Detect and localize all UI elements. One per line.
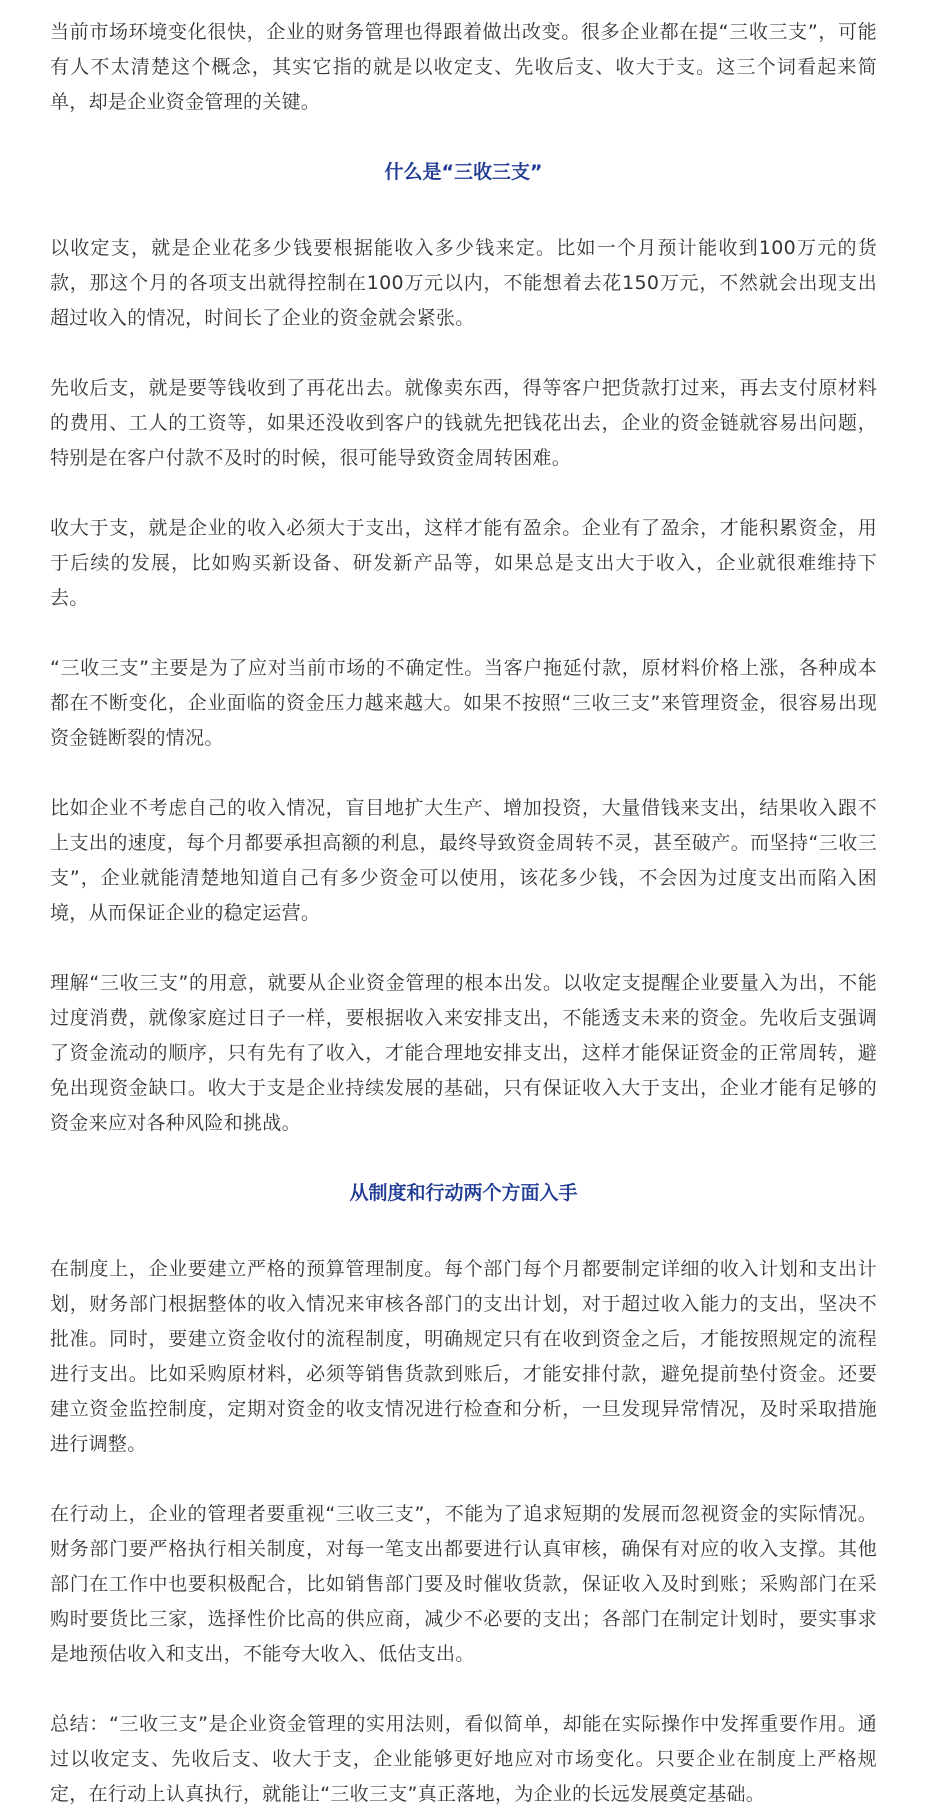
- paragraph-system: 在制度上，企业要建立严格的预算管理制度。每个部门每个月都要制定详细的收入计划和支出计划，财务部门根据整体的收入情况来审核各部门的支出计划，对于超过收入能力的支出，坚决不批准。同时，要建立资金收付的流程制度，明确规定只有在收到资金之后，才能按照规定的流程进行支出。比如采购原材料，必须等销售货款到账后，才能安排付款，避免提前垫付资金。还要建立资金监控制度，定期对资金的收支情况进行检查和分析，一旦发现异常情况，及时采取措施进行调整。: [50, 1258, 877, 1455]
- paragraph-understanding: 理解“三收三支”的用意，就要从企业资金管理的根本出发。以收定支提醒企业要量入为出，不能过度消费，就像家庭过日子一样，要根据收入来安排支出，不能透支未来的资金。先收后支强调了资金流动的顺序，只有先有了收入，才能合理地安排支出，这样才能保证资金的正常周转，避免出现资金缺口。收大于支是企业持续发展的基础，只有保证收入大于支出，企业才能有足够的资金来应对各种风险和挑战。: [50, 972, 877, 1134]
- paragraph-yi-shou-ding-zhi: 以收定支，就是企业花多少钱要根据能收入多少钱来定。比如一个月预计能收到100万元的货款，那这个月的各项支出就得控制在100万元以内，不能想着去花150万元，不然就会出现支出超过收入的情况，时间长了企业的资金就会紧张。: [50, 237, 877, 329]
- paragraph-example: 比如企业不考虑自己的收入情况，盲目地扩大生产、增加投资，大量借钱来支出，结果收入跟不上支出的速度，每个月都要承担高额的利息，最终导致资金周转不灵，甚至破产。而坚持“三收三支”，企业就能清楚地知道自己有多少资金可以使用，该花多少钱，不会因为过度支出而陷入困境，从而保证企业的稳定运营。: [50, 797, 877, 924]
- paragraph-summary: 总结：“三收三支”是企业资金管理的实用法则，看似简单，却能在实际操作中发挥重要作用。通过以收定支、先收后支、收大于支，企业能够更好地应对市场变化。只要企业在制度上严格规定，在行动上认真执行，就能让“三收三支”真正落地，为企业的长远发展奠定基础。: [50, 1713, 877, 1805]
- intro-paragraph: 当前市场环境变化很快，企业的财务管理也得跟着做出改变。很多企业都在提“三收三支”，可能有人不太清楚这个概念，其实它指的就是以收定支、先收后支、收大于支。这三个词看起来简单，却是企业资金管理的关键。: [50, 21, 877, 113]
- section-heading-system-and-action: 从制度和行动两个方面入手: [349, 1182, 578, 1204]
- paragraph-xian-shou-hou-zhi: 先收后支，就是要等钱收到了再花出去。就像卖东西，得等客户把货款打过来，再去支付原材料的费用、工人的工资等，如果还没收到客户的钱就先把钱花出去，企业的资金链就容易出问题，特别是在客户付款不及时的时候，很可能导致资金周转困难。: [50, 377, 877, 469]
- section-heading-what-is: 什么是“三收三支”: [384, 161, 543, 183]
- paragraph-shou-da-yu-zhi: 收大于支，就是企业的收入必须大于支出，这样才能有盈余。企业有了盈余，才能积累资金，用于后续的发展，比如购买新设备、研发新产品等，如果总是支出大于收入，企业就很难维持下去。: [50, 517, 877, 609]
- paragraph-action: 在行动上，企业的管理者要重视“三收三支”，不能为了追求短期的发展而忽视资金的实际情况。财务部门要严格执行相关制度，对每一笔支出都要进行认真审核，确保有对应的收入支撑。其他部门在工作中也要积极配合，比如销售部门要及时催收货款，保证收入及时到账；采购部门在采购时要货比三家，选择性价比高的供应商，减少不必要的支出；各部门在制定计划时，要实事求是地预估收入和支出，不能夸大收入、低估支出。: [50, 1503, 877, 1665]
- paragraph-purpose: “三收三支”主要是为了应对当前市场的不确定性。当客户拖延付款，原材料价格上涨，各种成本都在不断变化，企业面临的资金压力越来越大。如果不按照“三收三支”来管理资金，很容易出现资金链断裂的情况。: [50, 657, 877, 749]
